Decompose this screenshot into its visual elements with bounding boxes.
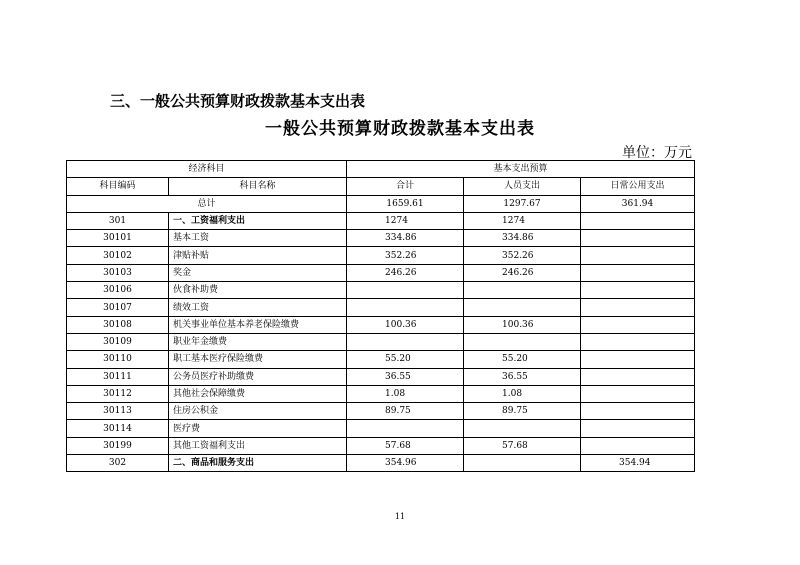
row-code: 30113 <box>67 403 169 420</box>
table-row <box>67 230 695 247</box>
table-row <box>67 282 695 299</box>
row-total: 89.75 <box>347 403 464 420</box>
total-value: 1659.61 <box>347 195 464 212</box>
row-personnel: 352.26 <box>464 247 581 264</box>
row-personnel: 89.75 <box>464 403 581 420</box>
table-row <box>67 212 695 229</box>
header-public: 日常公用支出 <box>581 178 695 195</box>
table-row <box>67 264 695 281</box>
table-row <box>67 455 695 472</box>
row-code: 30114 <box>67 420 169 437</box>
row-total: 1.08 <box>347 385 464 402</box>
row-public <box>581 247 695 264</box>
row-total: 57.68 <box>347 437 464 454</box>
row-code: 30101 <box>67 230 169 247</box>
table-row <box>67 437 695 454</box>
row-name: 二、商品和服务支出 <box>169 455 347 472</box>
row-code: 30102 <box>67 247 169 264</box>
row-public <box>581 420 695 437</box>
row-personnel: 334.86 <box>464 230 581 247</box>
row-personnel <box>464 282 581 299</box>
header-basic-budget: 基本支出预算 <box>347 161 695 178</box>
row-name: 其他工资福利支出 <box>169 437 347 454</box>
row-personnel: 246.26 <box>464 264 581 281</box>
header-group-row <box>67 161 695 178</box>
row-code: 302 <box>67 455 169 472</box>
row-public <box>581 351 695 368</box>
row-code: 30111 <box>67 368 169 385</box>
total-label: 总计 <box>67 195 347 212</box>
row-name: 基本工资 <box>169 230 347 247</box>
table-row <box>67 385 695 402</box>
row-name: 奖金 <box>169 264 347 281</box>
row-name: 职业年金缴费 <box>169 333 347 350</box>
row-public <box>581 403 695 420</box>
row-personnel: 100.36 <box>464 316 581 333</box>
row-name: 职工基本医疗保险缴费 <box>169 351 347 368</box>
row-code: 30110 <box>67 351 169 368</box>
row-total: 246.26 <box>347 264 464 281</box>
row-total: 100.36 <box>347 316 464 333</box>
row-name: 津贴补贴 <box>169 247 347 264</box>
row-total <box>347 282 464 299</box>
row-personnel <box>464 333 581 350</box>
document-title: 一般公共预算财政拨款基本支出表 <box>265 119 535 139</box>
row-personnel <box>464 299 581 316</box>
row-total: 55.20 <box>347 351 464 368</box>
section-heading: 三、一般公共预算财政拨款基本支出表 <box>110 92 366 110</box>
row-name: 医疗费 <box>169 420 347 437</box>
header-name: 科目名称 <box>169 178 347 195</box>
row-code: 30103 <box>67 264 169 281</box>
row-public <box>581 333 695 350</box>
table-row <box>67 403 695 420</box>
row-name: 伙食补助费 <box>169 282 347 299</box>
row-total: 1274 <box>347 212 464 229</box>
row-personnel: 1.08 <box>464 385 581 402</box>
header-personnel: 人员支出 <box>464 178 581 195</box>
total-row <box>67 195 695 212</box>
row-public: 354.94 <box>581 455 695 472</box>
row-public <box>581 212 695 229</box>
row-name: 机关事业单位基本养老保险缴费 <box>169 316 347 333</box>
row-personnel: 1274 <box>464 212 581 229</box>
row-total <box>347 299 464 316</box>
row-code: 30109 <box>67 333 169 350</box>
row-code: 30106 <box>67 282 169 299</box>
row-public <box>581 230 695 247</box>
row-personnel <box>464 455 581 472</box>
row-personnel: 36.55 <box>464 368 581 385</box>
unit-label: 单位：万元 <box>622 145 692 161</box>
budget-table <box>66 160 695 472</box>
row-code: 301 <box>67 212 169 229</box>
table-row <box>67 333 695 350</box>
row-code: 30112 <box>67 385 169 402</box>
header-column-row <box>67 178 695 195</box>
table-row <box>67 420 695 437</box>
row-public <box>581 264 695 281</box>
table-row <box>67 368 695 385</box>
row-personnel <box>464 420 581 437</box>
total-personnel: 1297.67 <box>464 195 581 212</box>
row-name: 住房公积金 <box>169 403 347 420</box>
row-total: 354.96 <box>347 455 464 472</box>
page-number: 11 <box>394 512 406 521</box>
table-row <box>67 351 695 368</box>
row-total: 36.55 <box>347 368 464 385</box>
table-row <box>67 299 695 316</box>
row-total <box>347 333 464 350</box>
row-total: 334.86 <box>347 230 464 247</box>
row-personnel: 55.20 <box>464 351 581 368</box>
row-public <box>581 316 695 333</box>
row-code: 30107 <box>67 299 169 316</box>
row-name: 绩效工资 <box>169 299 347 316</box>
row-public <box>581 299 695 316</box>
header-code: 科目编码 <box>67 178 169 195</box>
row-total: 352.26 <box>347 247 464 264</box>
header-total: 合计 <box>347 178 464 195</box>
table-row <box>67 247 695 264</box>
row-public <box>581 282 695 299</box>
row-personnel: 57.68 <box>464 437 581 454</box>
row-code: 30199 <box>67 437 169 454</box>
row-name: 公务员医疗补助缴费 <box>169 368 347 385</box>
row-public <box>581 368 695 385</box>
table-row <box>67 316 695 333</box>
row-total <box>347 420 464 437</box>
row-name: 其他社会保障缴费 <box>169 385 347 402</box>
row-public <box>581 437 695 454</box>
total-public: 361.94 <box>581 195 695 212</box>
row-name: 一、工资福利支出 <box>169 212 347 229</box>
row-public <box>581 385 695 402</box>
header-economic-subject: 经济科目 <box>67 161 347 178</box>
row-code: 30108 <box>67 316 169 333</box>
